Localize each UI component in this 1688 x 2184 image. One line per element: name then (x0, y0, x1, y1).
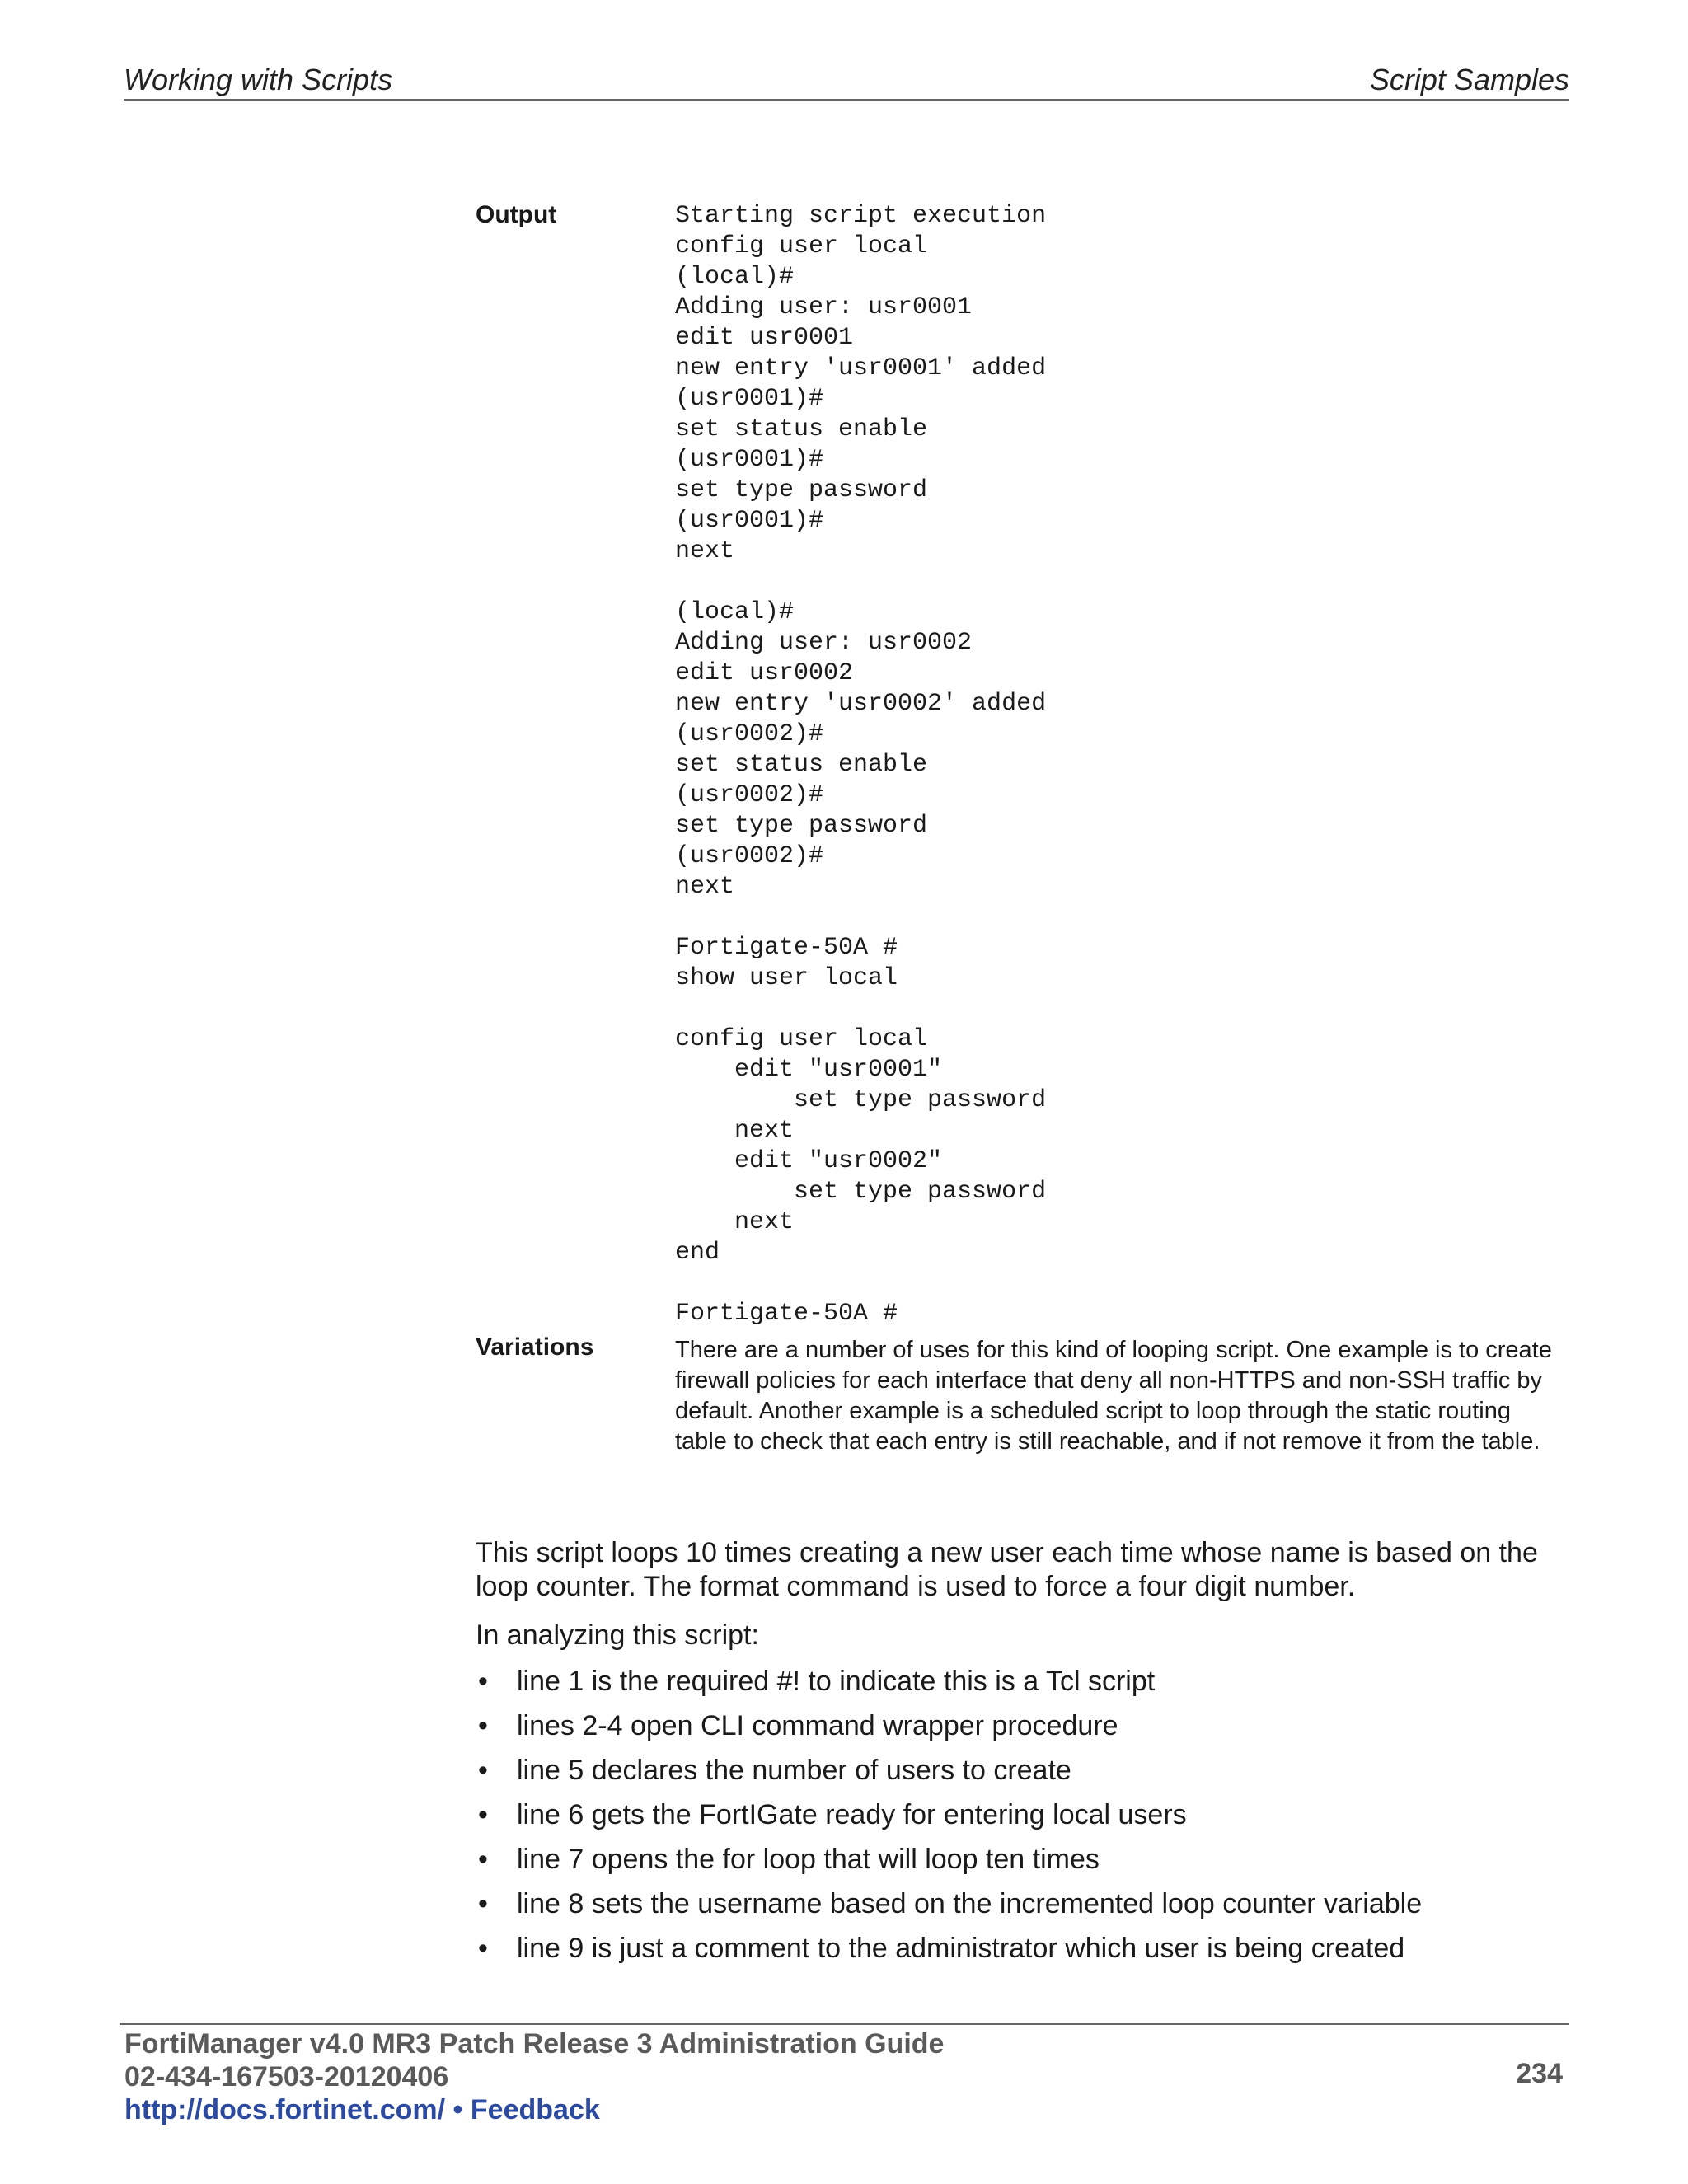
header-chapter-title: Script Samples (1369, 63, 1569, 96)
list-item: • line 8 sets the username based on the incremented loop counter variable (478, 1888, 1423, 1919)
list-item: • line 7 opens the for loop that will loop ten times (478, 1844, 1100, 1875)
bullet-icon: • (478, 1799, 488, 1830)
list-item: • line 1 is the required #! to indicate this is a Tcl script (478, 1666, 1156, 1697)
list-item: • lines 2-4 open CLI command wrapper procedure (478, 1710, 1118, 1741)
page-header (124, 59, 1569, 101)
page-number: 234 (1516, 2058, 1563, 2089)
bullet-icon: • (478, 1710, 488, 1741)
footer-separator: • (452, 2094, 463, 2125)
bullet-icon: • (478, 1666, 488, 1697)
docs-link[interactable]: http://docs.fortinet.com/ (124, 2094, 446, 2125)
body-paragraph-1: This script loops 10 times creating a new user each time whose name is based on the loop counter. The format command is used to force a four digit number. (476, 1537, 1538, 1602)
body-paragraph-2: In analyzing this script: (476, 1619, 759, 1651)
bullet-icon: • (478, 1755, 488, 1786)
feedback-link[interactable]: Feedback (470, 2094, 600, 2125)
bullet-icon: • (478, 1844, 488, 1875)
variations-text: There are a number of uses for this kind of looping script. One example is to create firewall policies for each interface that deny all non-HTTPS and non-SSH traffic by default. Another example is a scheduled script to loop through the static routing table to check that each entry is still reachable, and if not remove it from the table. (675, 1337, 1552, 1455)
list-item: • line 9 is just a comment to the administrator which user is being created (478, 1933, 1405, 1964)
footer-document-number: 02-434-167503-20120406 (124, 2061, 449, 2093)
list-item: • line 5 declares the number of users to create (478, 1755, 1071, 1786)
header-section-title: Working with Scripts (124, 63, 393, 96)
variations-label: Variations (476, 1333, 594, 1361)
page-footer (120, 2023, 1569, 2125)
output-label: Output (476, 201, 557, 228)
bullet-icon: • (478, 1888, 488, 1919)
output-code-block: Starting script execution config user local (local)# Adding user: usr0001 edit usr0001 new entry 'usr0001' added (usr0001)# set status enable (usr0001)# set type password (usr0001)# next (local)# Adding user: usr0002 edit usr0002 new entry 'usr0002' added (usr0002)# set status enable (usr0002)# set type password (usr0002)# next Fortigate-50A # show user local config user local edit "usr0001" set type password next edit "usr0002" set type password next end Fortigate-50A # (675, 202, 1047, 1328)
footer-guide-title: FortiManager v4.0 MR3 Patch Release 3 Administration Guide (124, 2028, 945, 2060)
list-item: • line 6 gets the FortIGate ready for entering local users (478, 1799, 1187, 1830)
analysis-bullet-list (476, 1665, 1580, 1976)
bullet-icon: • (478, 1933, 488, 1964)
footer-links (124, 2094, 600, 2126)
